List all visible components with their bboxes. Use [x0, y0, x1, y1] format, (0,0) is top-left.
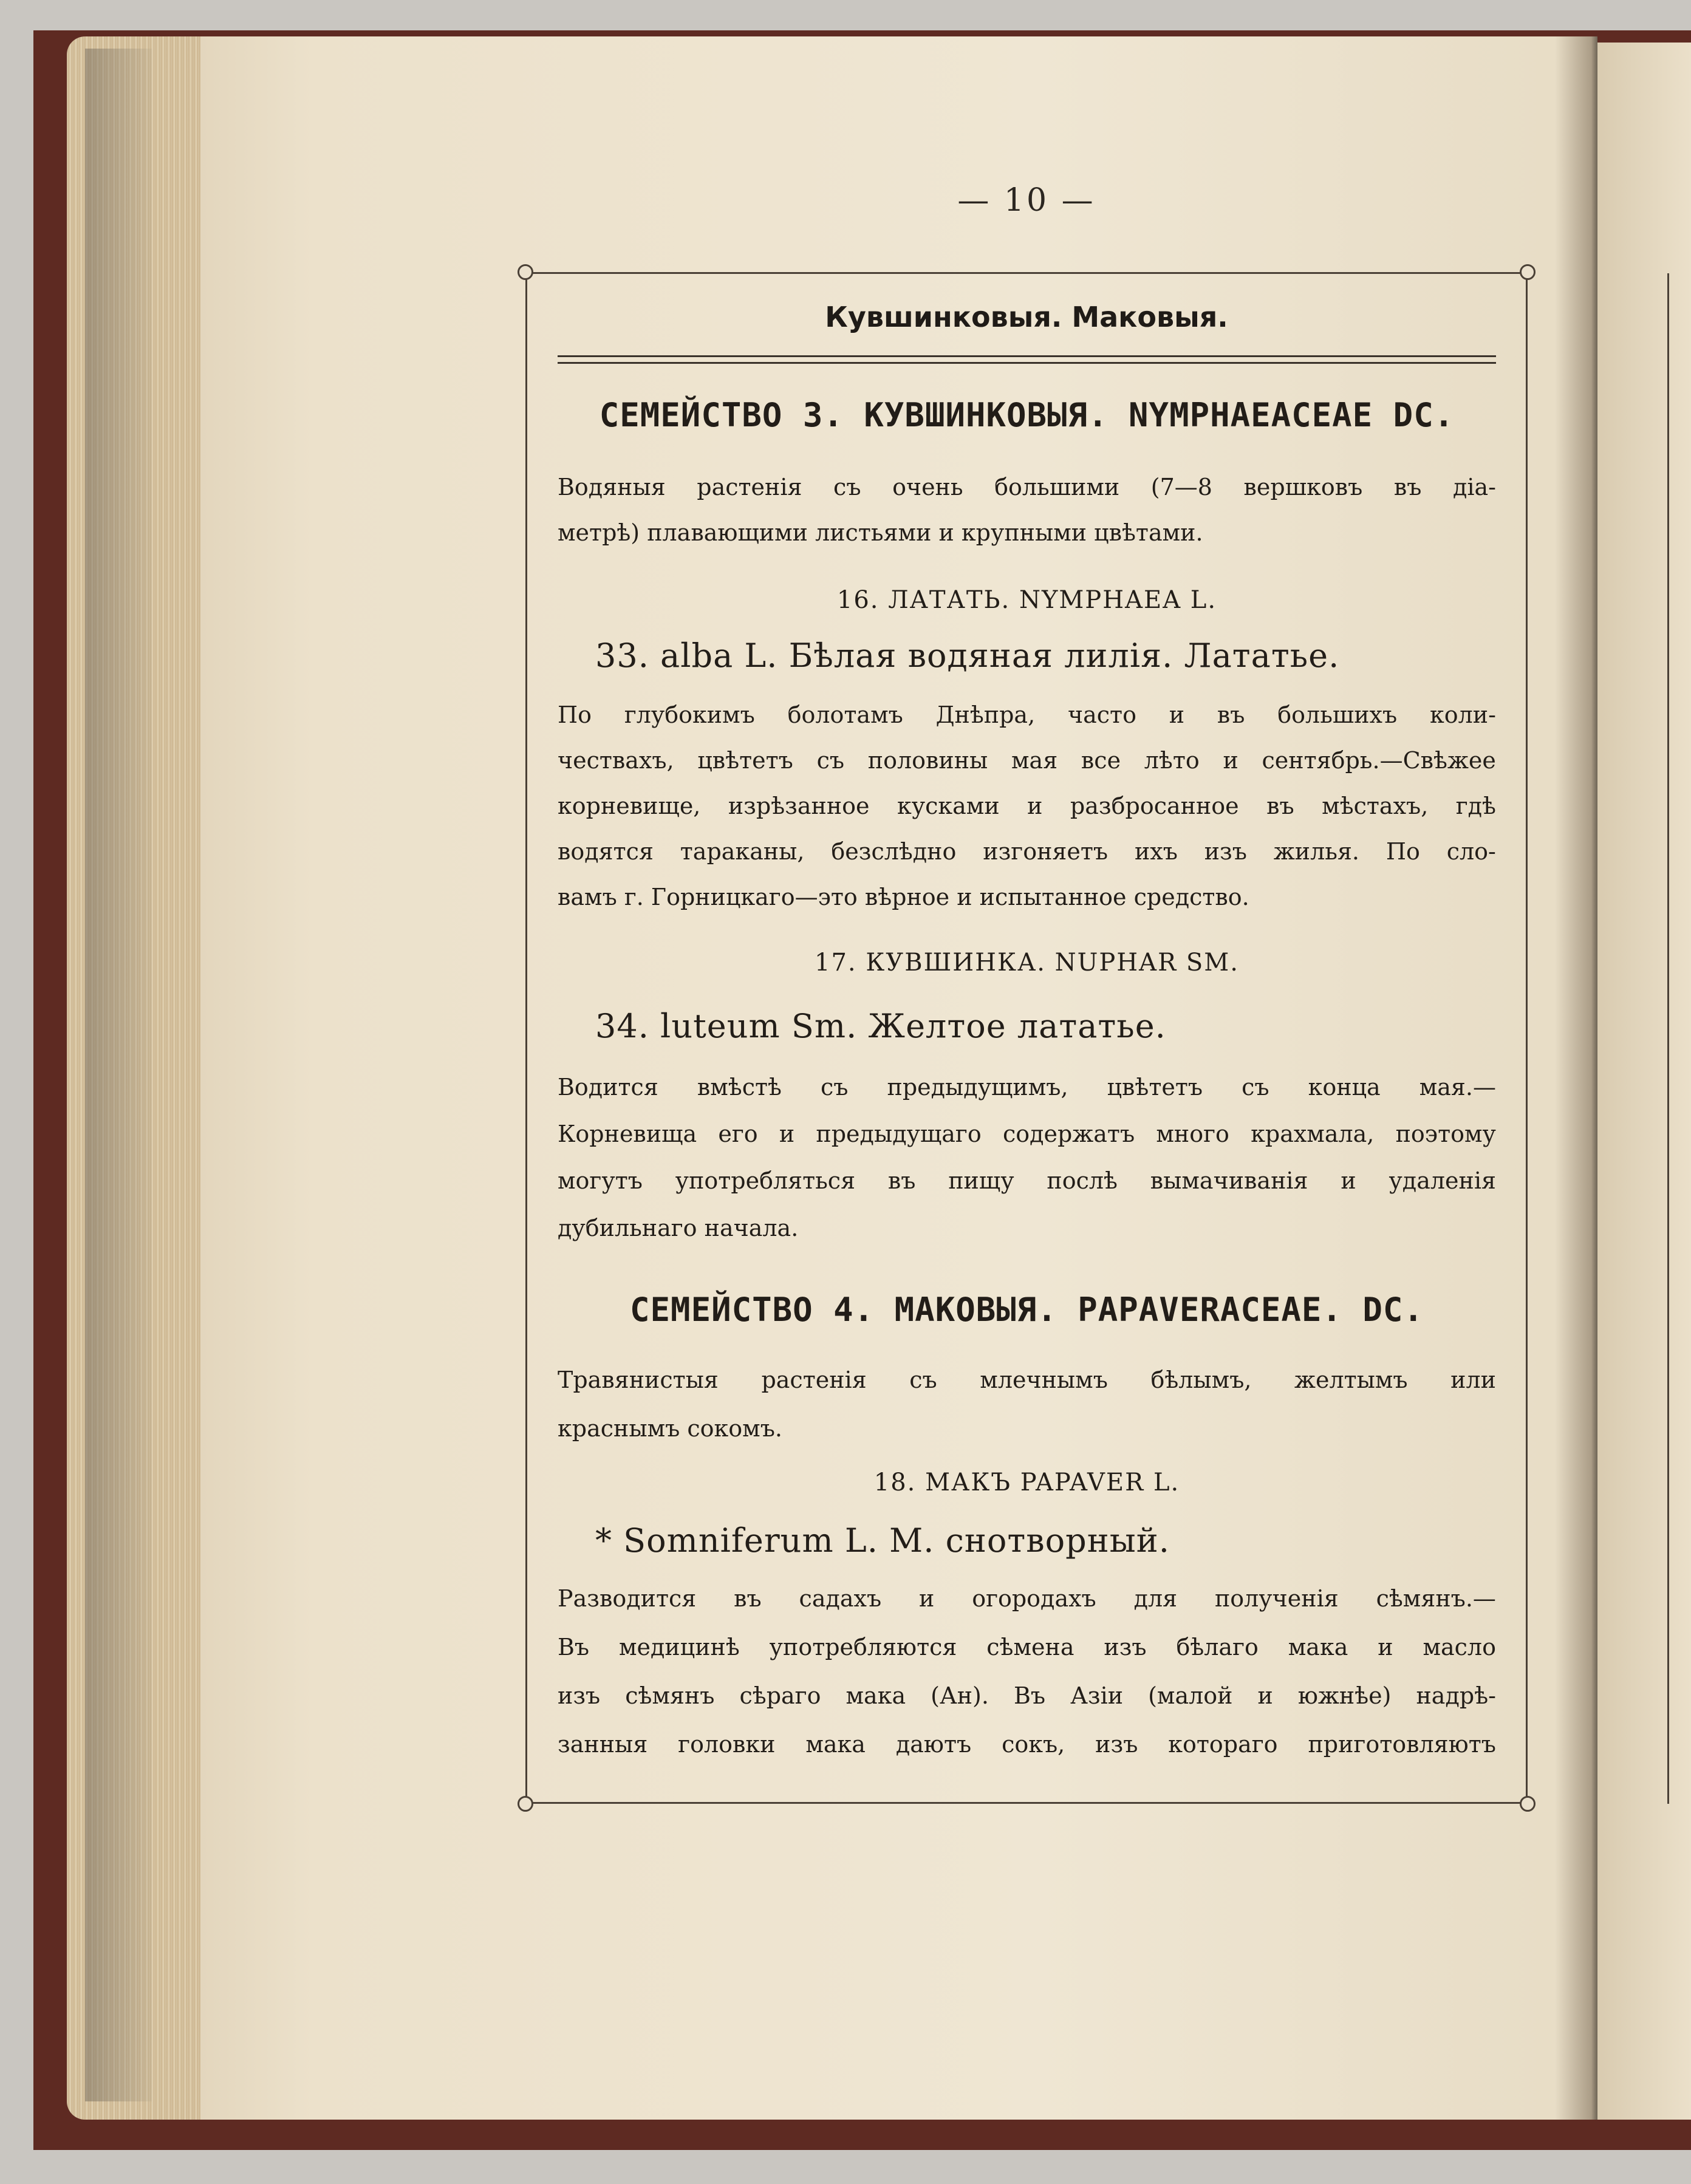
text-line: вамъ г. Горницкаго—это вѣрное и испытанное средство. [558, 884, 1249, 910]
text-line: дубильнаго начала. [558, 1215, 799, 1241]
text-line: Въ медицинѣ употребляются сѣмена изъ бѣлаго мака и масло [558, 1634, 1496, 1660]
text-line: метрѣ) плавающими листьями и крупными цвѣтами. [558, 519, 1203, 546]
species-heading: 33. alba L. Бѣлая водяная лилія. Лататье. [595, 636, 1340, 675]
text-line: По глубокимъ болотамъ Днѣпра, часто и въ большихъ коли- [558, 701, 1496, 728]
text-line: Водится вмѣстѣ съ предыдущимъ, цвѣтетъ съ конца мая.— [558, 1074, 1496, 1101]
page-gutter [1555, 36, 1597, 2120]
text-line: могутъ употребляться въ пищу послѣ вымачиванія и удаленія [558, 1167, 1496, 1194]
text-line: изъ сѣмянъ сѣраго мака (Ан). Въ Азіи (малой и южнѣе) надрѣ- [558, 1682, 1496, 1709]
text-line: занныя головки мака даютъ сокъ, изъ котораго приготовляютъ [558, 1731, 1496, 1758]
genus-heading: 18. МАКЪ PAPAVER L. [873, 1469, 1180, 1496]
genus-heading: 17. КУВШИНКА. NUPHAR SM. [815, 949, 1239, 977]
text-line: краснымъ сокомъ. [558, 1415, 782, 1442]
text-line: Разводится въ садахъ и огородахъ для полученія сѣмянъ.— [558, 1585, 1496, 1612]
frame-ornament-bottom-right [1520, 1796, 1536, 1812]
text-line: Травянистыя растенія съ млечнымъ бѣлымъ, желтымъ или [558, 1367, 1496, 1393]
species-heading: 34. luteum Sm. Желтое лататье. [595, 1007, 1166, 1045]
text-line: Водяныя растенія съ очень большими (7—8 вершковъ въ діа- [558, 474, 1496, 500]
frame-ornament-top-left [518, 264, 533, 280]
genus-heading: 16. ЛАТАТЬ. NYMPHAEA L. [836, 586, 1217, 614]
family-heading: СЕМЕЙСТВО 4. МАКОВЫЯ. PAPAVERACEAE. DC. [630, 1291, 1424, 1329]
page-number: — 10 — [957, 182, 1096, 219]
facing-page [1597, 43, 1691, 2120]
running-head: Кувшинковыя. Маковыя. [825, 301, 1228, 333]
frame-ornament-bottom-left [518, 1796, 533, 1812]
header-rule-top [558, 355, 1496, 357]
text-line: водятся тараканы, безслѣдно изгоняетъ ихъ изъ жилья. По сло- [558, 838, 1496, 865]
text-line: корневище, изрѣзанное кусками и разбросанное въ мѣстахъ, гдѣ [558, 793, 1496, 819]
text-line: Корневища его и предыдущаго содержатъ много крахмала, поэтому [558, 1121, 1496, 1147]
text-line: чествахъ, цвѣтетъ съ половины мая все лѣто и сентябрь.—Свѣжее [558, 747, 1496, 774]
page-edge-shadow [85, 49, 152, 2101]
facing-page-frame [1667, 273, 1669, 1804]
frame-ornament-top-right [1520, 264, 1536, 280]
header-rule-bottom [558, 362, 1496, 364]
species-heading: * Somniferum L. M. снотворный. [595, 1521, 1170, 1560]
family-heading: СЕМЕЙСТВО 3. КУВШИНКОВЫЯ. NYMPHAEACEAE DC. [599, 396, 1455, 434]
